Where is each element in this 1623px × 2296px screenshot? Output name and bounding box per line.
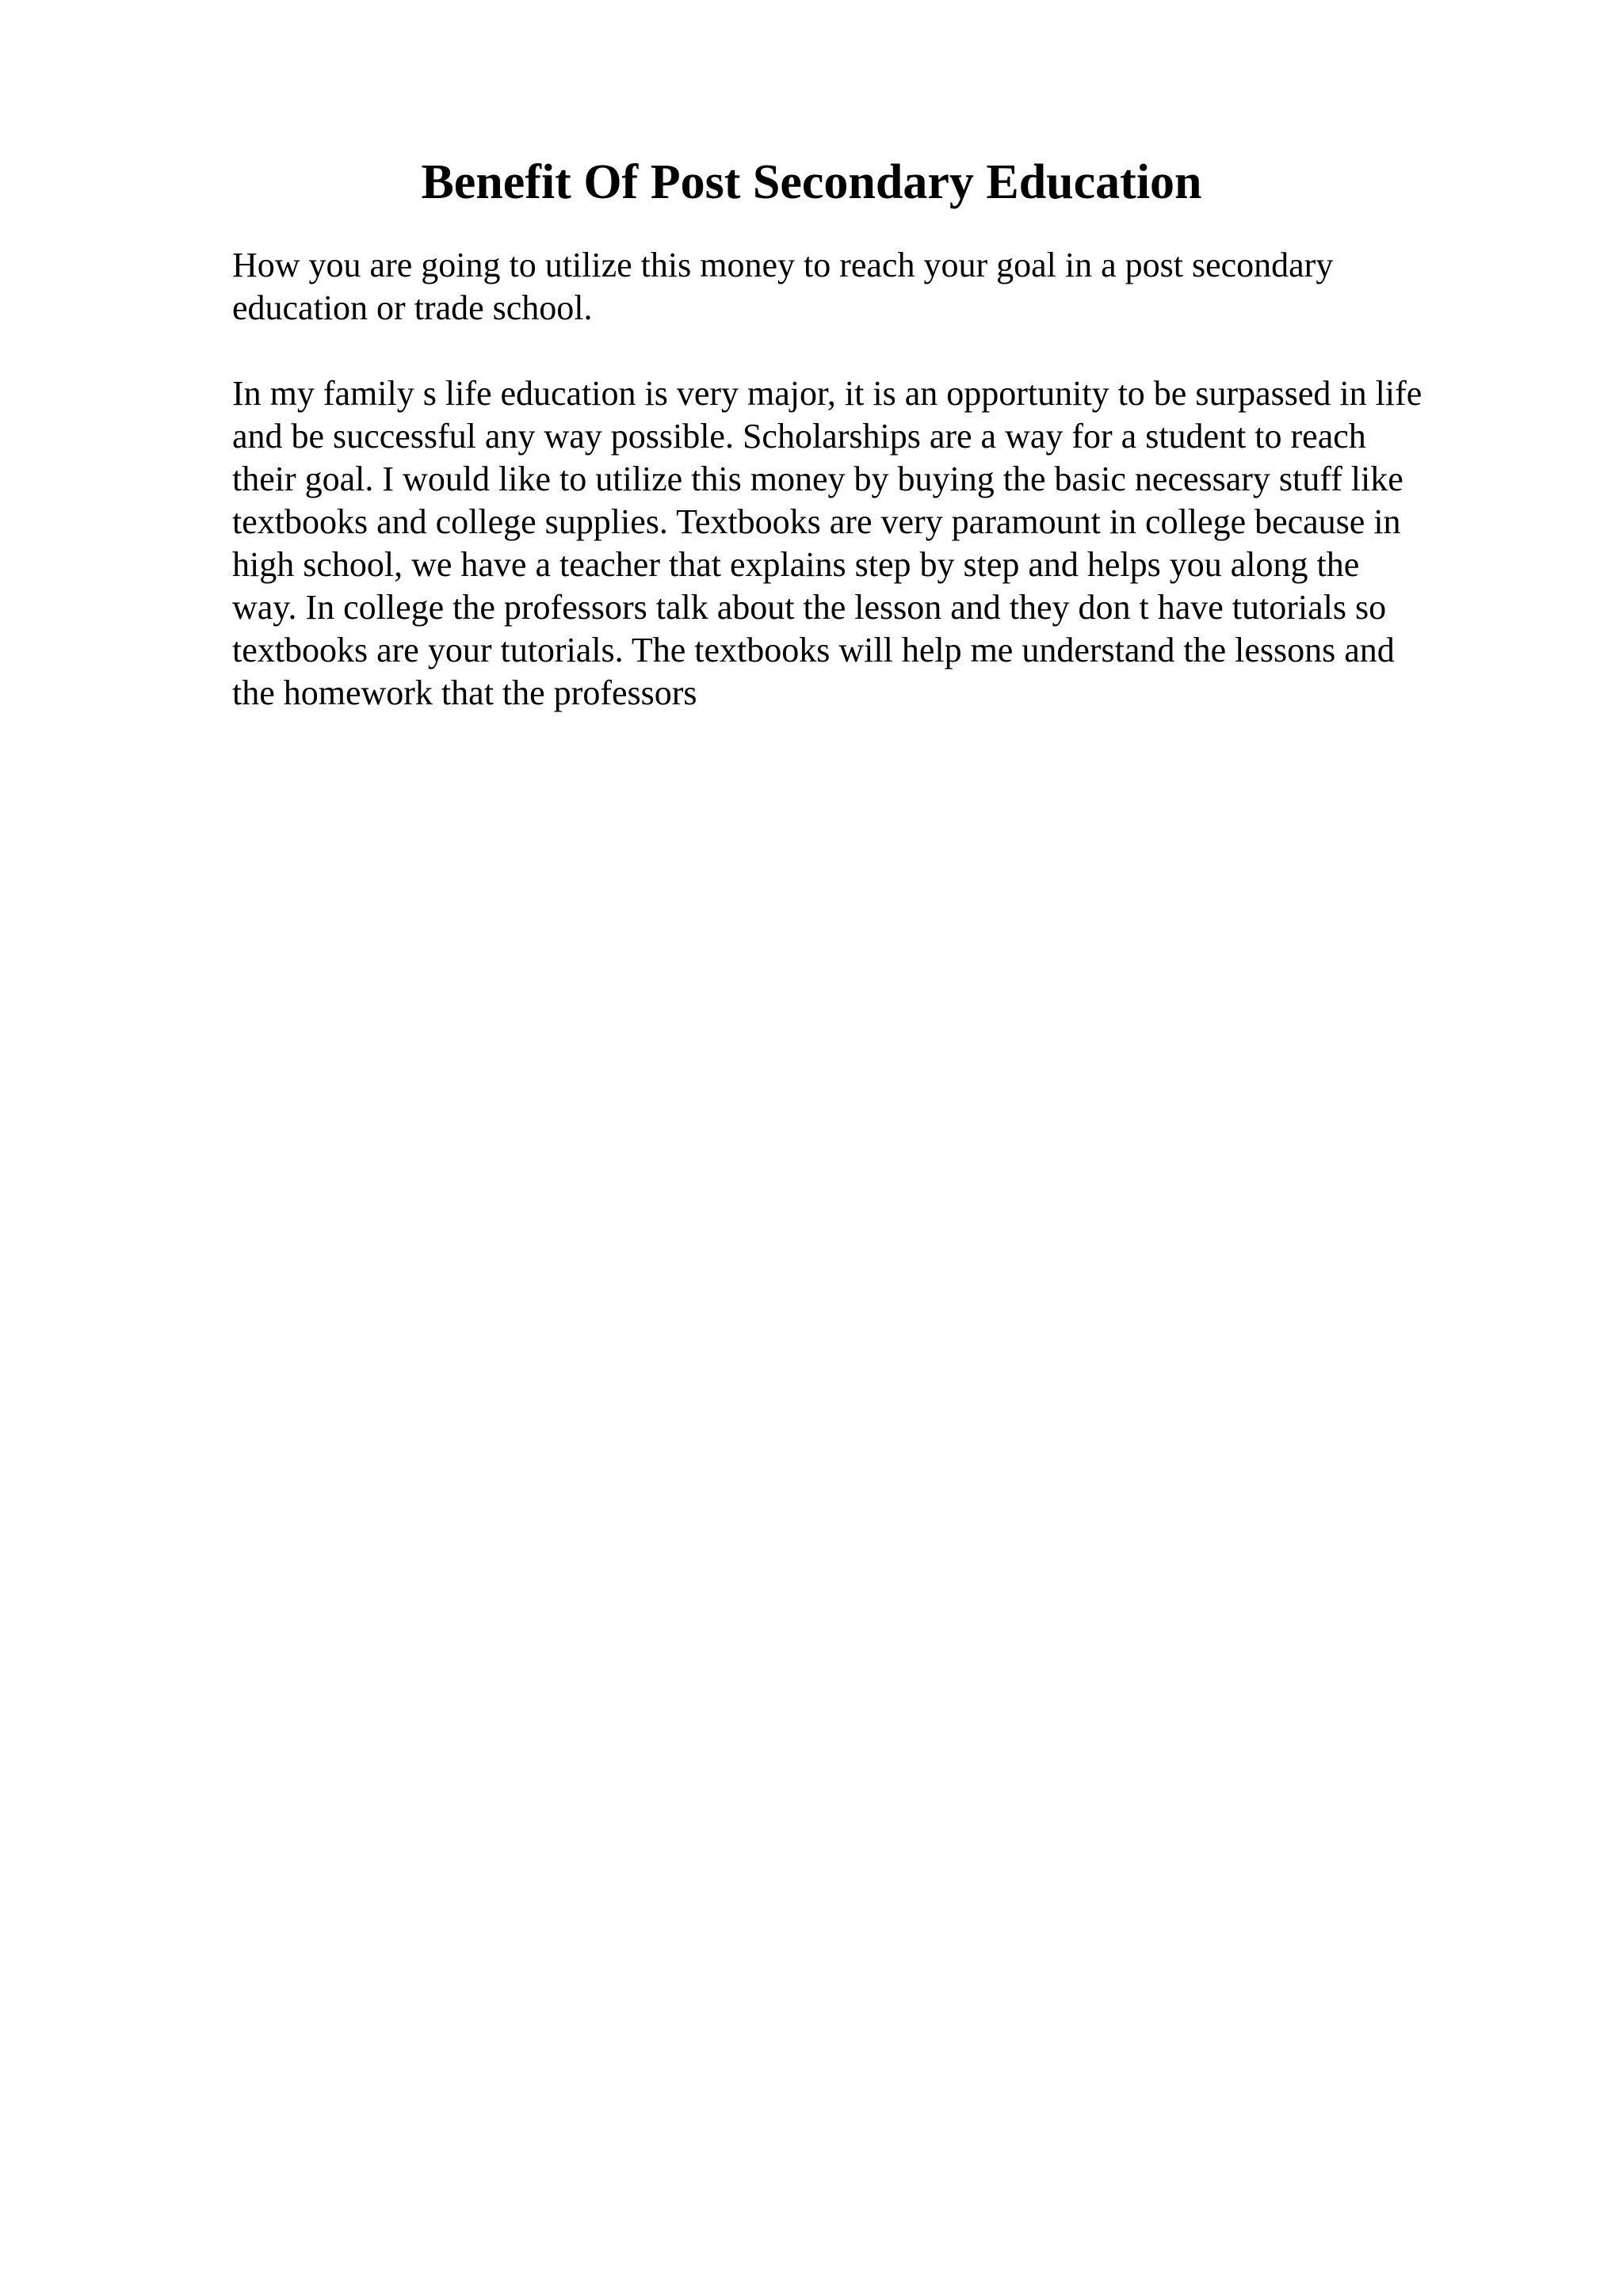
body-paragraph: In my family s life education is very major, it is an opportunity to be surpassed in life and be successful any way possible. Scholarships are a way for a student to reach their goal. I would like to utilize this money by buying the basic necessary stuff like textbooks and college supplies. Textbooks are very paramount in college because in high school, we have a teacher that explains step by step and helps you along the way. In college the professors talk about the lesson and they don t have tutorials so textbooks are your tutorials. The textbooks will help me understand the lessons and the homework that the professors [232,374,1423,712]
intro-paragraph: How you are going to utilize this money to reach your goal in a post secondary education or trade school. [232,246,1334,327]
document-body [232,244,1516,715]
document-title: Benefit Of Post Secondary Education [421,155,1202,209]
